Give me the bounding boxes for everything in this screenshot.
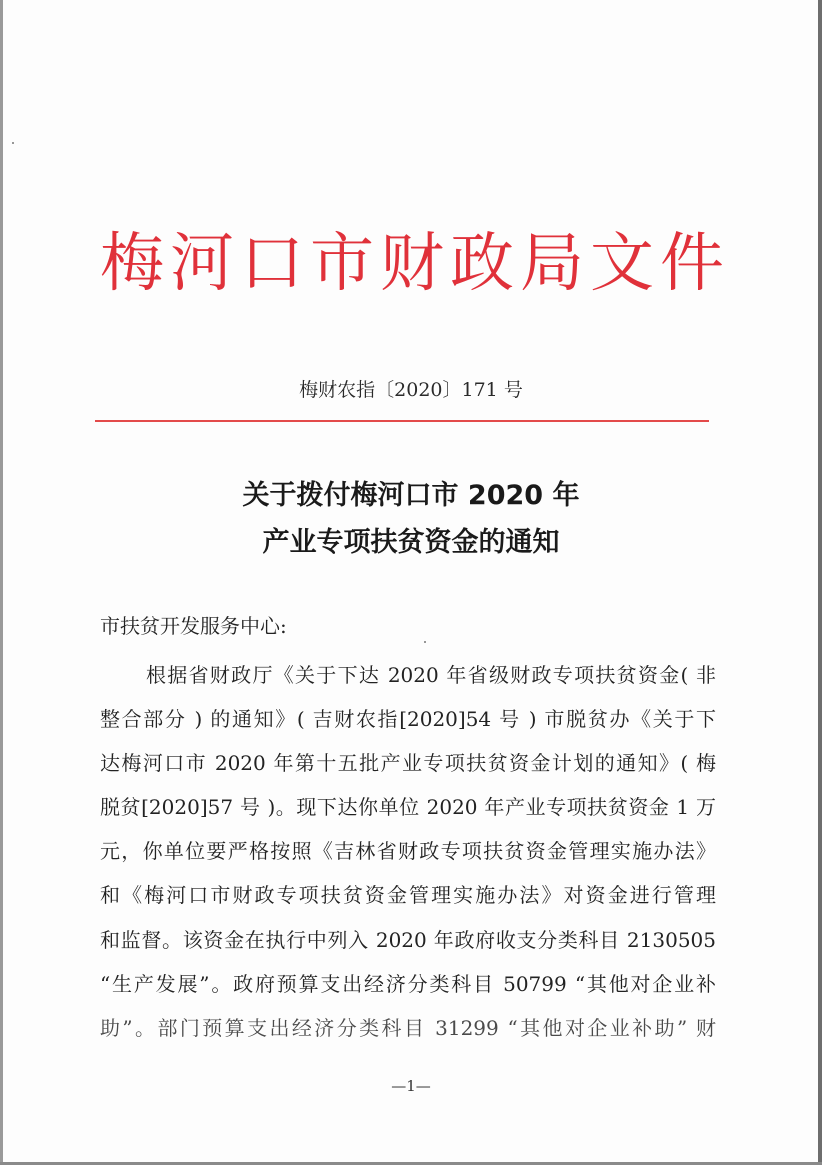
scan-edge-left <box>0 0 3 1165</box>
agency-header-title: 梅河口市财政局文件 <box>100 227 730 301</box>
body-line: 整合部分 ) 的通知》( 吉财农指[2020]54 号 ) 市脱贫办《关于下 <box>100 707 716 731</box>
body-line: “生产发展”。政府预算支出经济分类科目 50799 “其他对企业补 <box>100 972 716 996</box>
body-line: 和《梅河口市财政专项扶贫资金管理实施办法》对资金进行管理 <box>100 883 716 907</box>
scan-speck <box>424 641 426 643</box>
body-line: 助”。部门预算支出经济分类科目 31299 “其他对企业补助” 财 <box>100 1016 716 1040</box>
body-line: 根据省财政厅《关于下达 2020 年省级财政专项扶贫资金( 非 <box>146 663 716 687</box>
addressee: 市扶贫开发服务中心: <box>100 614 287 638</box>
notice-title-line-2: 产业专项扶贫资金的通知 <box>262 527 560 558</box>
body-line: 脱贫[2020]57 号 )。现下达你单位 2020 年产业专项扶贫资金 1 万 <box>100 795 716 819</box>
scan-edge-right <box>818 0 822 1165</box>
body-line: 和监督。该资金在执行中列入 2020 年政府收支分类科目 2130505 <box>100 928 716 952</box>
document-number: 梅财农指〔2020〕171 号 <box>299 379 523 401</box>
body-line: 元，你单位要严格按照《吉林省财政专项扶贫资金管理实施办法》 <box>100 839 716 863</box>
red-divider-line <box>95 420 709 422</box>
page-number: —1— <box>391 1077 431 1095</box>
notice-title-line-1: 关于拨付梅河口市 2020 年 <box>242 480 580 511</box>
body-line: 达梅河口市 2020 年第十五批产业专项扶贫资金计划的通知》( 梅 <box>100 751 716 775</box>
scan-speck <box>12 142 14 144</box>
